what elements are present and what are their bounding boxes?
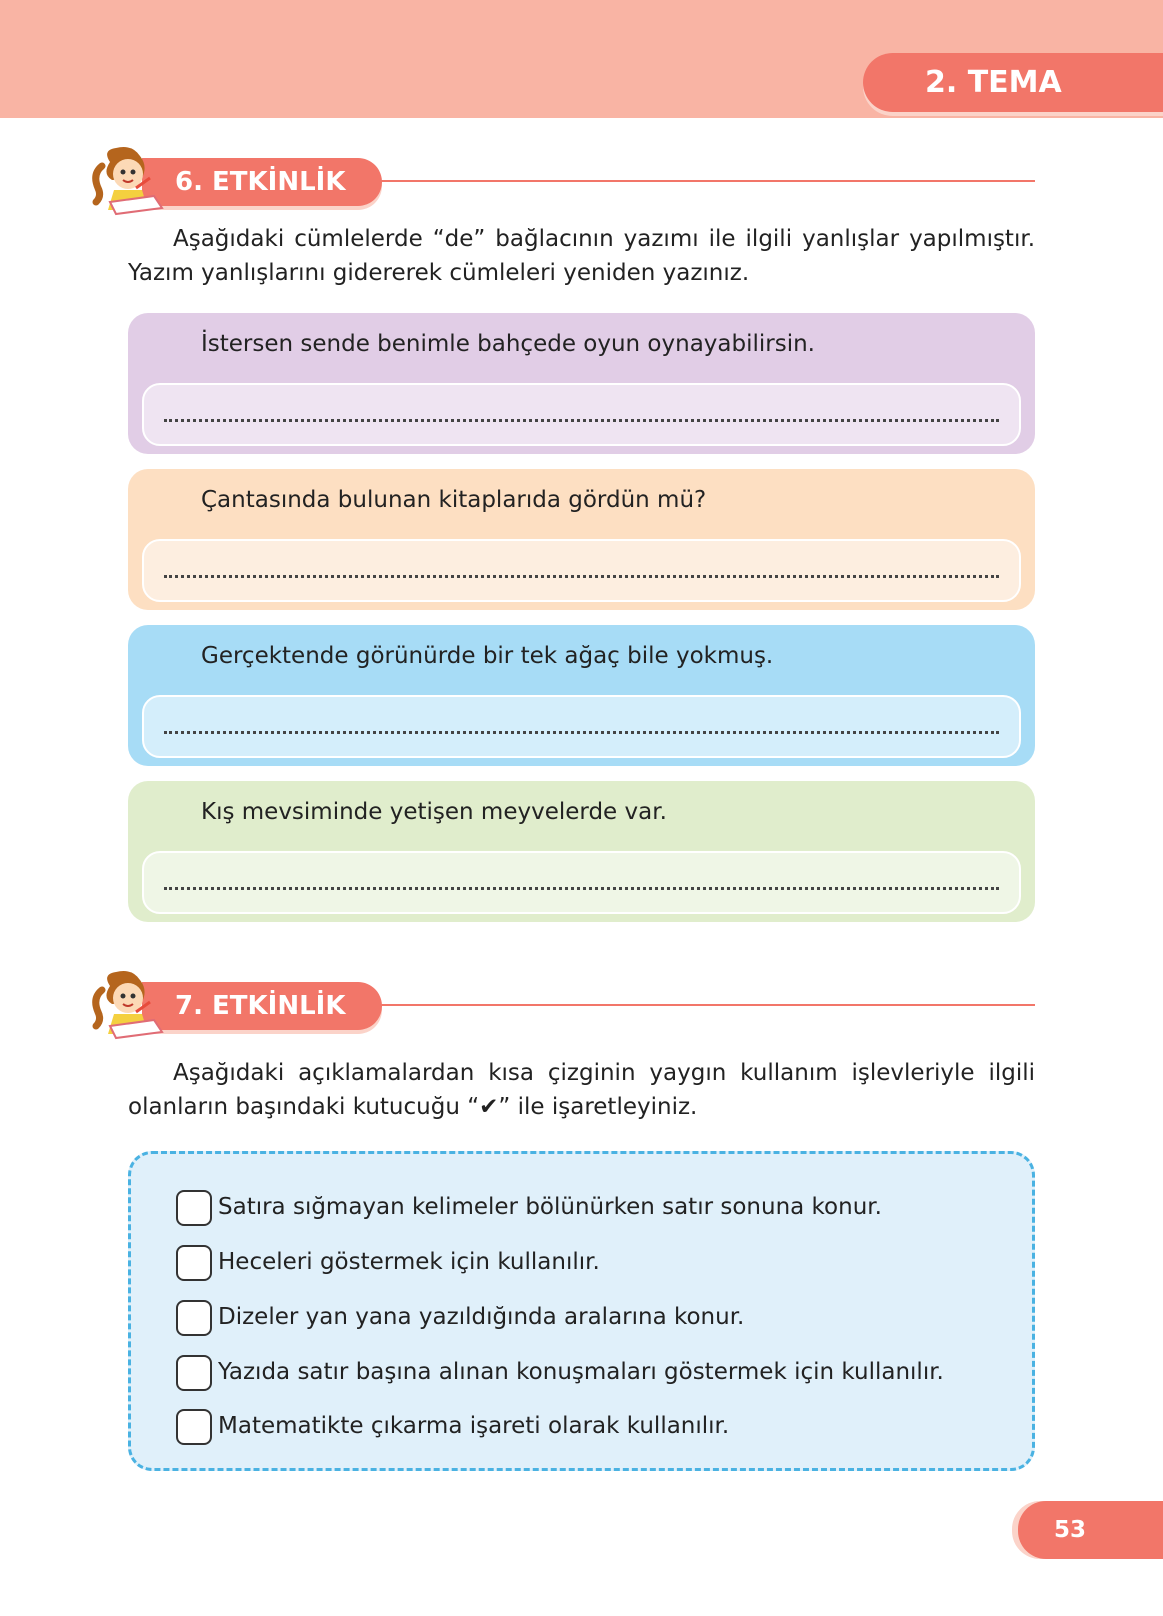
activity-6-instruction: Aşağıdaki cümlelerde “de” bağlacının yazımı ile ilgili yanlışlar yapılmıştır. Yazım yanlışlarını gidererek cümleleri yeniden yazınız. xyxy=(128,226,1035,286)
sentence-card xyxy=(128,781,1035,922)
checkbox[interactable] xyxy=(176,1245,212,1281)
sentence-text: Kış mevsiminde yetişen meyvelerde var. xyxy=(201,799,667,825)
activity-7-header xyxy=(0,976,1163,1036)
theme-label: 2. TEMA xyxy=(863,53,1163,112)
sentence-card xyxy=(128,625,1035,766)
dotted-line xyxy=(164,575,999,578)
answer-field[interactable] xyxy=(142,851,1021,914)
sentence-text: Gerçektende görünürde bir tek ağaç bile yokmuş. xyxy=(201,643,774,669)
girl-mascot-icon xyxy=(88,968,170,1040)
dotted-line xyxy=(164,887,999,890)
option-text: Yazıda satır başına alınan konuşmaları göstermek için kullanılır. xyxy=(218,1359,944,1385)
option-text: Matematikte çıkarma işareti olarak kullanılır. xyxy=(218,1413,730,1439)
checkbox[interactable] xyxy=(176,1355,212,1391)
divider xyxy=(380,1004,1035,1006)
checkbox[interactable] xyxy=(176,1300,212,1336)
divider xyxy=(380,180,1035,182)
answer-field[interactable] xyxy=(142,539,1021,602)
activity-6-title: 6. ETKİNLİK xyxy=(142,158,382,206)
girl-mascot-icon xyxy=(88,144,170,216)
page-number: 53 xyxy=(1018,1501,1163,1559)
option-text: Dizeler yan yana yazıldığında aralarına konur. xyxy=(218,1304,745,1330)
activity-7-title: 7. ETKİNLİK xyxy=(142,982,382,1030)
answer-field[interactable] xyxy=(142,695,1021,758)
sentence-card xyxy=(128,469,1035,610)
option-text: Heceleri göstermek için kullanılır. xyxy=(218,1249,600,1275)
dotted-line xyxy=(164,731,999,734)
checkbox[interactable] xyxy=(176,1190,212,1226)
options-panel xyxy=(128,1151,1035,1471)
checkbox[interactable] xyxy=(176,1409,212,1445)
option-text: Satıra sığmayan kelimeler bölünürken satır sonuna konur. xyxy=(218,1194,882,1220)
sentence-card xyxy=(128,313,1035,454)
sentence-text: İstersen sende benimle bahçede oyun oynayabilirsin. xyxy=(201,331,815,357)
answer-field[interactable] xyxy=(142,383,1021,446)
activity-6-header xyxy=(0,152,1163,212)
activity-7-instruction: Aşağıdaki açıklamalardan kısa çizginin yaygın kullanım işlevleriyle ilgili olanların başındaki kutucuğu “✔” ile işaretleyiniz. xyxy=(128,1060,1035,1120)
sentence-text: Çantasında bulunan kitaplarıda gördün mü? xyxy=(201,487,707,513)
dotted-line xyxy=(164,419,999,422)
